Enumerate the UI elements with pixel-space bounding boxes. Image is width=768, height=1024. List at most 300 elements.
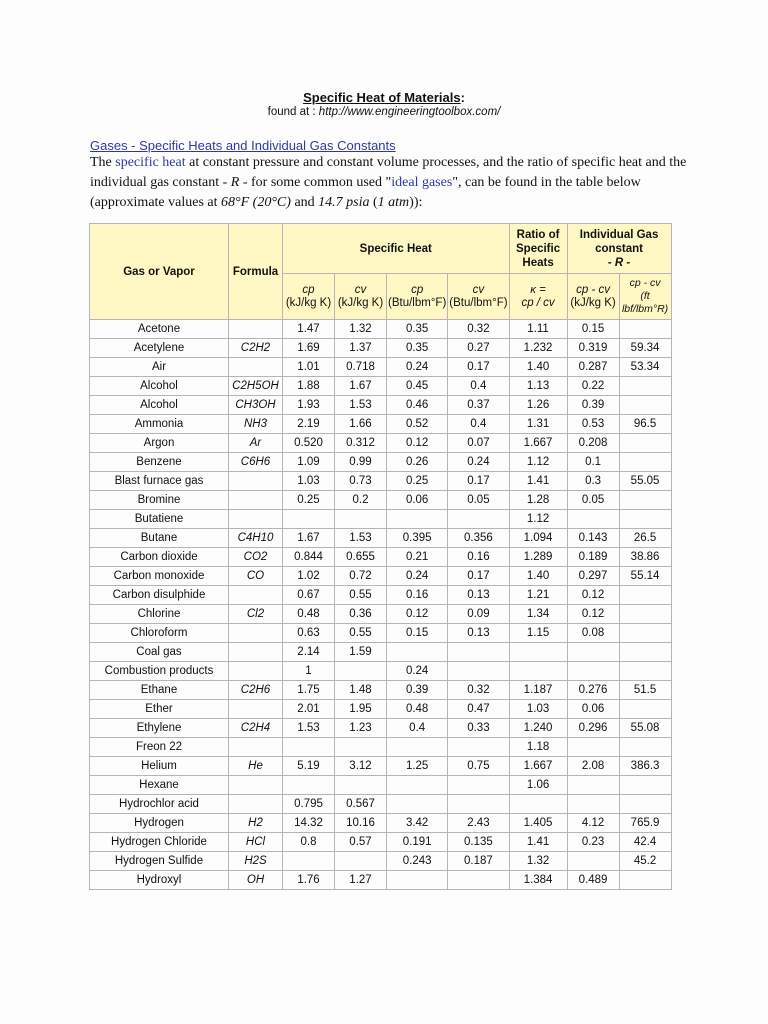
cell-cpb: 0.24: [387, 567, 448, 586]
cell-cv: 3.12: [335, 757, 387, 776]
cell-r2: [619, 453, 671, 472]
cell-cvb: 0.4: [448, 415, 509, 434]
cell-r2: [619, 586, 671, 605]
cell-r2: 386.3: [619, 757, 671, 776]
cell-r2: [619, 605, 671, 624]
cell-r2: 55.08: [619, 719, 671, 738]
cell-cvb: 2.43: [448, 814, 509, 833]
cell-cv: [335, 776, 387, 795]
cell-k: 1.12: [509, 510, 567, 529]
cell-r1: 2.08: [567, 757, 619, 776]
cell-gas: Alcohol: [90, 396, 229, 415]
cell-cvb: 0.32: [448, 320, 509, 339]
cell-cpb: 0.24: [387, 358, 448, 377]
table-row: [90, 434, 672, 453]
table-row: [90, 396, 672, 415]
cell-cpb: 1.25: [387, 757, 448, 776]
cell-k: 1.384: [509, 871, 567, 890]
cell-cpb: 0.24: [387, 662, 448, 681]
cell-r2: [619, 491, 671, 510]
cell-r2: 26.5: [619, 529, 671, 548]
cell-cvb: 0.16: [448, 548, 509, 567]
cell-cpb: 0.26: [387, 453, 448, 472]
cell-formula: [229, 320, 283, 339]
cell-r2: 55.14: [619, 567, 671, 586]
table-row: [90, 320, 672, 339]
cell-gas: Hexane: [90, 776, 229, 795]
cell-r2: 42.4: [619, 833, 671, 852]
cell-cpb: 0.39: [387, 681, 448, 700]
unit-cp-si: cp (kJ/kg K): [283, 274, 335, 320]
cell-cvb: [448, 662, 509, 681]
table-row: [90, 795, 672, 814]
cell-k: 1.03: [509, 700, 567, 719]
cell-k: 1.18: [509, 738, 567, 757]
cell-cvb: 0.17: [448, 567, 509, 586]
cell-r2: 45.2: [619, 852, 671, 871]
cell-cpb: 0.46: [387, 396, 448, 415]
cell-gas: Argon: [90, 434, 229, 453]
cell-cpb: 0.395: [387, 529, 448, 548]
cell-formula: [229, 700, 283, 719]
cell-gas: Benzene: [90, 453, 229, 472]
table-row: [90, 339, 672, 358]
header-ratio: Ratio of Specific Heats: [509, 224, 567, 274]
cell-formula: Ar: [229, 434, 283, 453]
cell-k: 1.094: [509, 529, 567, 548]
cell-gas: Hydroxyl: [90, 871, 229, 890]
cell-cvb: 0.17: [448, 472, 509, 491]
cell-cp: 2.01: [283, 700, 335, 719]
table-row: [90, 738, 672, 757]
cell-cv: 0.2: [335, 491, 387, 510]
cell-cvb: 0.33: [448, 719, 509, 738]
cell-gas: Hydrochlor acid: [90, 795, 229, 814]
cell-r2: 51.5: [619, 681, 671, 700]
cell-formula: [229, 472, 283, 491]
cell-k: 1.34: [509, 605, 567, 624]
cell-r1: 0.23: [567, 833, 619, 852]
cell-cvb: 0.4: [448, 377, 509, 396]
cell-k: 1.31: [509, 415, 567, 434]
cell-cpb: [387, 871, 448, 890]
cell-r1: 0.3: [567, 472, 619, 491]
cell-cp: [283, 510, 335, 529]
cell-r1: 0.08: [567, 624, 619, 643]
table-row: [90, 757, 672, 776]
cell-r2: [619, 871, 671, 890]
cell-k: 1.667: [509, 757, 567, 776]
cell-formula: Cl2: [229, 605, 283, 624]
cell-cvb: 0.75: [448, 757, 509, 776]
cell-cpb: 0.4: [387, 719, 448, 738]
header-formula: Formula: [229, 224, 283, 320]
cell-cv: 10.16: [335, 814, 387, 833]
table-row: [90, 453, 672, 472]
cell-r2: [619, 738, 671, 757]
unit-kappa: κ = cp / cv: [509, 274, 567, 320]
cell-cp: [283, 852, 335, 871]
cell-formula: OH: [229, 871, 283, 890]
cell-gas: Ethylene: [90, 719, 229, 738]
cell-k: 1.26: [509, 396, 567, 415]
cell-cv: 1.66: [335, 415, 387, 434]
cell-gas: Hydrogen: [90, 814, 229, 833]
cell-formula: [229, 795, 283, 814]
cell-r1: [567, 510, 619, 529]
cell-r2: [619, 795, 671, 814]
cell-cpb: 0.52: [387, 415, 448, 434]
header-gas: Gas or Vapor: [90, 224, 229, 320]
cell-r1: 0.189: [567, 548, 619, 567]
cell-formula: C2H6: [229, 681, 283, 700]
cell-formula: [229, 738, 283, 757]
cell-gas: Helium: [90, 757, 229, 776]
cell-cvb: 0.24: [448, 453, 509, 472]
table-row: [90, 814, 672, 833]
cell-formula: NH3: [229, 415, 283, 434]
cell-cv: 1.59: [335, 643, 387, 662]
cell-r1: [567, 738, 619, 757]
table-row: [90, 358, 672, 377]
table-row: [90, 681, 672, 700]
table-row: [90, 472, 672, 491]
cell-cpb: [387, 738, 448, 757]
cell-cv: 0.73: [335, 472, 387, 491]
cell-cp: 2.19: [283, 415, 335, 434]
ideal-gases-link[interactable]: ideal gases: [391, 175, 453, 190]
cell-r2: 765.9: [619, 814, 671, 833]
cell-cpb: 0.12: [387, 605, 448, 624]
cell-gas: Hydrogen Chloride: [90, 833, 229, 852]
cell-formula: CO2: [229, 548, 283, 567]
cell-cvb: 0.187: [448, 852, 509, 871]
cell-k: 1.240: [509, 719, 567, 738]
cell-r1: 0.208: [567, 434, 619, 453]
cell-cpb: 0.48: [387, 700, 448, 719]
table-row: [90, 643, 672, 662]
cell-cv: 0.55: [335, 586, 387, 605]
cell-cp: 1.53: [283, 719, 335, 738]
cell-k: 1.13: [509, 377, 567, 396]
cell-cvb: 0.37: [448, 396, 509, 415]
cell-k: 1.11: [509, 320, 567, 339]
table-body: [90, 320, 672, 890]
cell-cv: 0.567: [335, 795, 387, 814]
unit-r-imperial: cp - cv (ft lbf/lbm°R): [619, 274, 671, 320]
cell-formula: H2S: [229, 852, 283, 871]
cell-formula: [229, 624, 283, 643]
cell-cv: 0.718: [335, 358, 387, 377]
cell-gas: Carbon monoxide: [90, 567, 229, 586]
cell-cv: 1.53: [335, 396, 387, 415]
cell-cvb: 0.13: [448, 586, 509, 605]
cell-r2: [619, 662, 671, 681]
cell-gas: Carbon dioxide: [90, 548, 229, 567]
cell-cp: 5.19: [283, 757, 335, 776]
cell-cpb: [387, 795, 448, 814]
cell-cpb: 0.45: [387, 377, 448, 396]
cell-cv: [335, 662, 387, 681]
cell-cpb: [387, 643, 448, 662]
cell-cp: 1.47: [283, 320, 335, 339]
cell-formula: C2H5OH: [229, 377, 283, 396]
cell-cp: 1.75: [283, 681, 335, 700]
cell-formula: HCl: [229, 833, 283, 852]
cell-r2: [619, 396, 671, 415]
cell-cv: 1.23: [335, 719, 387, 738]
cell-cp: [283, 776, 335, 795]
cell-formula: C4H10: [229, 529, 283, 548]
cell-cpb: 3.42: [387, 814, 448, 833]
cell-r1: 0.276: [567, 681, 619, 700]
cell-cvb: [448, 510, 509, 529]
cell-r2: [619, 434, 671, 453]
cell-k: [509, 795, 567, 814]
cell-gas: Butane: [90, 529, 229, 548]
cell-formula: C2H2: [229, 339, 283, 358]
cell-cp: 0.63: [283, 624, 335, 643]
table-row: [90, 833, 672, 852]
cell-k: 1.21: [509, 586, 567, 605]
cell-gas: Alcohol: [90, 377, 229, 396]
table-row: [90, 719, 672, 738]
table-row: [90, 586, 672, 605]
cell-r2: [619, 624, 671, 643]
cell-r2: 55.05: [619, 472, 671, 491]
cell-cp: 1.09: [283, 453, 335, 472]
cell-r1: 0.297: [567, 567, 619, 586]
cell-r1: [567, 795, 619, 814]
cell-cv: 0.312: [335, 434, 387, 453]
cell-r1: 0.22: [567, 377, 619, 396]
cell-cp: 0.67: [283, 586, 335, 605]
cell-r2: 96.5: [619, 415, 671, 434]
cell-formula: [229, 643, 283, 662]
cell-r1: 0.15: [567, 320, 619, 339]
cell-r2: [619, 776, 671, 795]
cell-cpb: 0.16: [387, 586, 448, 605]
cell-formula: CO: [229, 567, 283, 586]
cell-cp: 1: [283, 662, 335, 681]
cell-formula: He: [229, 757, 283, 776]
cell-formula: [229, 776, 283, 795]
cell-cp: 1.69: [283, 339, 335, 358]
cell-k: 1.40: [509, 358, 567, 377]
table-row: [90, 700, 672, 719]
table-row: [90, 871, 672, 890]
cell-cp: 0.520: [283, 434, 335, 453]
cell-cpb: 0.25: [387, 472, 448, 491]
cell-cp: 1.88: [283, 377, 335, 396]
cell-cvb: [448, 738, 509, 757]
cell-cvb: 0.32: [448, 681, 509, 700]
cell-gas: Ether: [90, 700, 229, 719]
cell-cp: 0.844: [283, 548, 335, 567]
cell-k: 1.15: [509, 624, 567, 643]
cell-cpb: 0.15: [387, 624, 448, 643]
table-row: [90, 776, 672, 795]
cell-k: 1.28: [509, 491, 567, 510]
cell-cp: 1.01: [283, 358, 335, 377]
cell-r1: 0.12: [567, 605, 619, 624]
cell-r2: [619, 510, 671, 529]
unit-cv-si: cv (kJ/kg K): [335, 274, 387, 320]
cell-k: 1.41: [509, 833, 567, 852]
cell-r1: [567, 776, 619, 795]
cell-gas: Carbon disulphide: [90, 586, 229, 605]
cell-cp: 1.03: [283, 472, 335, 491]
section-heading-link[interactable]: Gases - Specific Heats and Individual Gas Constants: [90, 138, 396, 153]
cell-r1: 0.287: [567, 358, 619, 377]
cell-formula: H2: [229, 814, 283, 833]
cell-cp: 0.795: [283, 795, 335, 814]
cell-cv: 1.67: [335, 377, 387, 396]
source-url[interactable]: http://www.engineeringtoolbox.com/: [318, 106, 501, 118]
cell-gas: Air: [90, 358, 229, 377]
cell-cv: 0.72: [335, 567, 387, 586]
cell-r1: [567, 852, 619, 871]
cell-cpb: 0.35: [387, 339, 448, 358]
cell-cv: [335, 510, 387, 529]
cell-cp: 1.76: [283, 871, 335, 890]
cell-cp: 0.25: [283, 491, 335, 510]
cell-cvb: [448, 643, 509, 662]
cell-cpb: 0.21: [387, 548, 448, 567]
cell-r1: 0.296: [567, 719, 619, 738]
cell-r1: 4.12: [567, 814, 619, 833]
cell-r1: 0.05: [567, 491, 619, 510]
cell-r1: 0.53: [567, 415, 619, 434]
cell-r2: [619, 377, 671, 396]
cell-r1: 0.319: [567, 339, 619, 358]
table-row: [90, 415, 672, 434]
cell-formula: [229, 491, 283, 510]
cell-cv: 1.95: [335, 700, 387, 719]
cell-gas: Butatiene: [90, 510, 229, 529]
cell-cvb: [448, 871, 509, 890]
cell-formula: [229, 510, 283, 529]
cell-gas: Freon 22: [90, 738, 229, 757]
cell-gas: Hydrogen Sulfide: [90, 852, 229, 871]
intro-paragraph: The specific heat at constant pressure and constant volume processes, and the ratio of specific heat and the individual gas constant - R - for some common used "ideal gases", can be found in the table below (approximate values at 68°F (20°C) and 14.7 psia (1 atm)):: [90, 155, 687, 210]
cell-k: 1.667: [509, 434, 567, 453]
cell-r1: 0.489: [567, 871, 619, 890]
cell-cpb: 0.06: [387, 491, 448, 510]
header-specific-heat: Specific Heat: [283, 224, 510, 274]
table-row: [90, 605, 672, 624]
cell-k: 1.41: [509, 472, 567, 491]
unit-r-si: cp - cv (kJ/kg K): [567, 274, 619, 320]
cell-cv: 0.36: [335, 605, 387, 624]
cell-formula: [229, 586, 283, 605]
cell-r2: 53.34: [619, 358, 671, 377]
cell-formula: [229, 662, 283, 681]
specific-heat-link[interactable]: specific heat: [115, 155, 186, 170]
cell-gas: Coal gas: [90, 643, 229, 662]
cell-formula: [229, 358, 283, 377]
cell-cvb: 0.09: [448, 605, 509, 624]
cell-cv: 0.655: [335, 548, 387, 567]
cell-k: 1.06: [509, 776, 567, 795]
cell-r1: 0.06: [567, 700, 619, 719]
table-row: [90, 510, 672, 529]
cell-cpb: 0.243: [387, 852, 448, 871]
cell-r1: 0.39: [567, 396, 619, 415]
cell-k: 1.289: [509, 548, 567, 567]
cell-cvb: 0.27: [448, 339, 509, 358]
cell-cvb: 0.17: [448, 358, 509, 377]
cell-cvb: [448, 795, 509, 814]
cell-cpb: [387, 510, 448, 529]
cell-gas: Chloroform: [90, 624, 229, 643]
cell-cvb: 0.07: [448, 434, 509, 453]
cell-r2: 38.86: [619, 548, 671, 567]
cell-gas: Ethane: [90, 681, 229, 700]
cell-gas: Acetylene: [90, 339, 229, 358]
cell-r1: [567, 643, 619, 662]
cell-cvb: 0.135: [448, 833, 509, 852]
cell-gas: Bromine: [90, 491, 229, 510]
cell-gas: Acetone: [90, 320, 229, 339]
page-title: Specific Heat of Materials:: [303, 90, 465, 105]
cell-r2: 59.34: [619, 339, 671, 358]
unit-cp-imperial: cp (Btu/lbm°F): [387, 274, 448, 320]
cell-k: 1.187: [509, 681, 567, 700]
cell-k: 1.32: [509, 852, 567, 871]
cell-gas: Blast furnace gas: [90, 472, 229, 491]
cell-cpb: 0.191: [387, 833, 448, 852]
cell-cp: 14.32: [283, 814, 335, 833]
cell-cp: 1.93: [283, 396, 335, 415]
cell-cp: [283, 738, 335, 757]
cell-cvb: 0.356: [448, 529, 509, 548]
cell-gas: Chlorine: [90, 605, 229, 624]
cell-cv: 1.48: [335, 681, 387, 700]
cell-cpb: 0.12: [387, 434, 448, 453]
cell-r1: 0.1: [567, 453, 619, 472]
cell-cv: [335, 738, 387, 757]
cell-cv: 0.57: [335, 833, 387, 852]
cell-cpb: [387, 776, 448, 795]
cell-cv: 1.32: [335, 320, 387, 339]
cell-cp: 0.8: [283, 833, 335, 852]
table-row: [90, 624, 672, 643]
header-gas-constant: Individual Gas constant - R -: [567, 224, 671, 274]
cell-k: 1.405: [509, 814, 567, 833]
cell-cv: 1.37: [335, 339, 387, 358]
cell-k: 1.40: [509, 567, 567, 586]
cell-cv: 1.27: [335, 871, 387, 890]
table-row: [90, 662, 672, 681]
cell-cvb: 0.13: [448, 624, 509, 643]
source-line: found at : http://www.engineeringtoolbox.com/: [267, 106, 501, 118]
cell-k: [509, 662, 567, 681]
table-row: [90, 548, 672, 567]
cell-k: [509, 643, 567, 662]
table-row: [90, 491, 672, 510]
cell-cvb: 0.05: [448, 491, 509, 510]
cell-cv: 0.55: [335, 624, 387, 643]
table-row: [90, 529, 672, 548]
cell-r2: [619, 643, 671, 662]
cell-cp: 0.48: [283, 605, 335, 624]
cell-formula: C2H4: [229, 719, 283, 738]
cell-cp: 1.02: [283, 567, 335, 586]
cell-r1: 0.12: [567, 586, 619, 605]
cell-cp: 1.67: [283, 529, 335, 548]
cell-r2: [619, 320, 671, 339]
